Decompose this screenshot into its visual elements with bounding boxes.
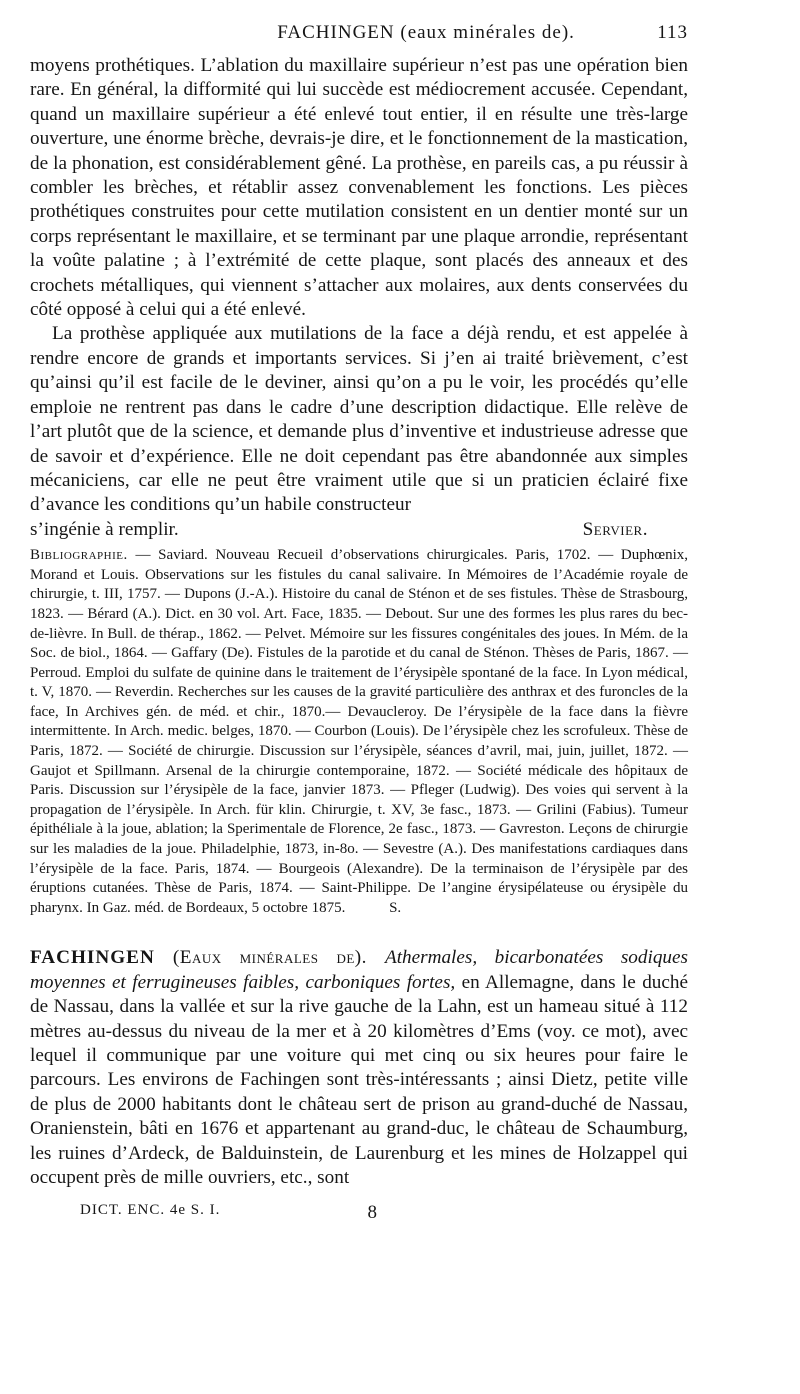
article-paragraph <box>30 946 688 1190</box>
paragraph-1: moyens prothétiques. L’ablation du maxillaire supérieur n’est pas une opération bien rare. En général, la difformité qui lui succède est médiocrement accusée. Cependant, quand un maxillaire supérieur a été enlevé tout entier, il en résulte une très-large ouverture, une énorme brèche, devrais-je dire, et le fonctionnement de la mastication, de la phonation, est considérablement gêné. La prothèse, en pareils cas, a pu réussir à combler les brèches, et rétablir assez convenablement les fonctions. Les pièces prothétiques construites pour cette mutilation consistent en un dentier monté sur un corps représentant le maxillaire, et se terminant par une plaque arrondie, représentant la voûte palatine ; à l’extrémité de cette plaque, sont placés des anneaux et des crochets métalliques, qui viennent s’attacher aux molaires, aux dents conservées du côté opposé à celui qui a été enlevé. <box>30 55 688 321</box>
entry-body: en Allemagne, dans le duché de Nassau, dans la vallée et sur la rive gauche de la Lahn, est un hameau situé à 112 mètres au-dessus du niveau de la mer et à 20 kilomètres d’Ems (voy. ce mot), avec lequel il communique par une voiture qui met cinq ou six heures pour faire le parcours. Les environs de Fachingen sont très-intéressants ; ainsi Dietz, petite ville de plus de 2000 habitants dont le château sert de prison au grand-duché de Nassau, Oranienstein, bâti en 1676 et appartenant au grand-duc, le château de Schaumburg, les ruines d’Ardeck, de Balduinstein, de Laurenburg et les mines de Holzappel qui occupent près de mille ouvriers, etc., sont <box>30 971 689 1189</box>
page-number: 113 <box>657 22 688 43</box>
bibliography-heading: Bibliographie. <box>30 547 128 564</box>
footer-reference: DICT. ENC. 4e S. I. <box>80 1202 221 1219</box>
paragraph-2: La prothèse appliquée aux mutilations de la face a déjà rendu, et est appelée à rendre encore de grands et importants services. Si j’en ai traité brièvement, c’est qu’ainsi qu’il est facile de le deviner, ainsi qu’on a pu le voir, les procédés qu’elle emploie ne rentrent pas dans le cadre d’une description didactique. Elle relève de l’art plutôt que de la science, et demande plus d’inventive et industrieuse adresse que de savoir et d’expérience. Elle ne doit cependant pas être abandonnée aux simples mécaniciens, car elle ne peut être vraiment utile que si un praticien éclairé fixe d’avance les conditions qu’un habile constructeur <box>30 323 688 516</box>
bibliography-entries: — Saviard. Nouveau Recueil d’observations chirurgicales. Paris, 1702. — Duphœnix, Morand et Louis. Observations sur les fistules du canal salivaire. In Mémoires de l’Académie royale de chirurgie, t. III, 1757. — Dupons (J.-A.). Histoire du canal de Sténon et de ses fistules. Thèse de Strasbourg, 1823. — Bérard (A.). Dict. en 30 vol. Art. Face, 1835. — Debout. Sur une des formes les plus rares du bec-de-lièvre. In Bull. de thérap., 1862. — Pelvet. Mémoire sur les fissures congénitales des joues. In Mém. de la Soc. de biol., 1864. — Gaffary (De). Fistules de la parotide et du canal de Sténon. Thèses de Paris, 1867. — Perroud. Emploi du sulfate de quinine dans le traitement de l’érysipèle spontané de la face. In Lyon médical, t. V, 1870. — Reverdin. Recherches sur les causes de la gravité particulière des anthrax et des furoncles de la face, In Archives gén. de méd. et chir., 1870.— Devaucleroy. De l’érysipèle de la face dans la fièvre intermittente. In Arch. medic. belges, 1870. — Courbon (Louis). De l’érysipèle chez les scrofuleux. Thèse de Paris, 1872. — Société de chirurgie. Discussion sur l’érysipèle, séances d’avril, mai, juin, juillet, 1872. — Gaujot et Spillmann. Arsenal de la chirurgie contemporaine, 1872. — Société médicale des hôpitaux de Paris. Discussion sur l’érysipèle de la face, janvier 1873. — Pfleger (Ludwig). Des voies qui servent à la propagation de l’érysipèle. In Arch. für klin. Chirurgie, t. XV, 3e fasc., 1873. — Grilini (Fabius). Tumeur épithéliale à la joue, ablation; la Sperimentale de Florence, 2e fasc., 1873. — Gavreston. Leçons de chirurgie sur les maladies de la joue. Philadelphie, 1873, in-8o. — Sevestre (A.). Des manifestations cardiaques dans l’érysipèle de la face. Paris, 1874. — Bourgeois (Alexandre). De la terminaison de l’érysipèle par des éruptions cutanées. Thèse de Paris, 1874. — Saint-Philippe. De l’angine érysipélateuse ou érysipèle du pharynx. In Gaz. méd. de Bordeaux, 5 octobre 1875. <box>30 547 688 916</box>
signature-line <box>30 518 688 542</box>
article-fachingen <box>30 946 688 1190</box>
entry-classification: Athermales, bicarbonatées sodiques moyennes et ferrugineuses faibles, carboniques fortes, <box>30 947 688 993</box>
entry-headword: FACHINGEN <box>30 947 155 969</box>
running-title: FACHINGEN (eaux minérales de). <box>277 22 575 43</box>
running-header <box>30 22 688 52</box>
gathering-signature: 8 <box>367 1202 378 1224</box>
author-signature: Servier. <box>582 518 648 540</box>
bibliography <box>30 546 688 918</box>
entry-subtitle: (Eaux minérales de). <box>154 947 385 969</box>
page-footer <box>30 1202 688 1224</box>
main-text <box>30 54 688 542</box>
bibliography-text <box>30 546 688 918</box>
bibliography-signature: S. <box>389 899 402 916</box>
paragraph-2-end: s’ingénie à remplir. <box>30 518 179 540</box>
page <box>30 22 688 1224</box>
